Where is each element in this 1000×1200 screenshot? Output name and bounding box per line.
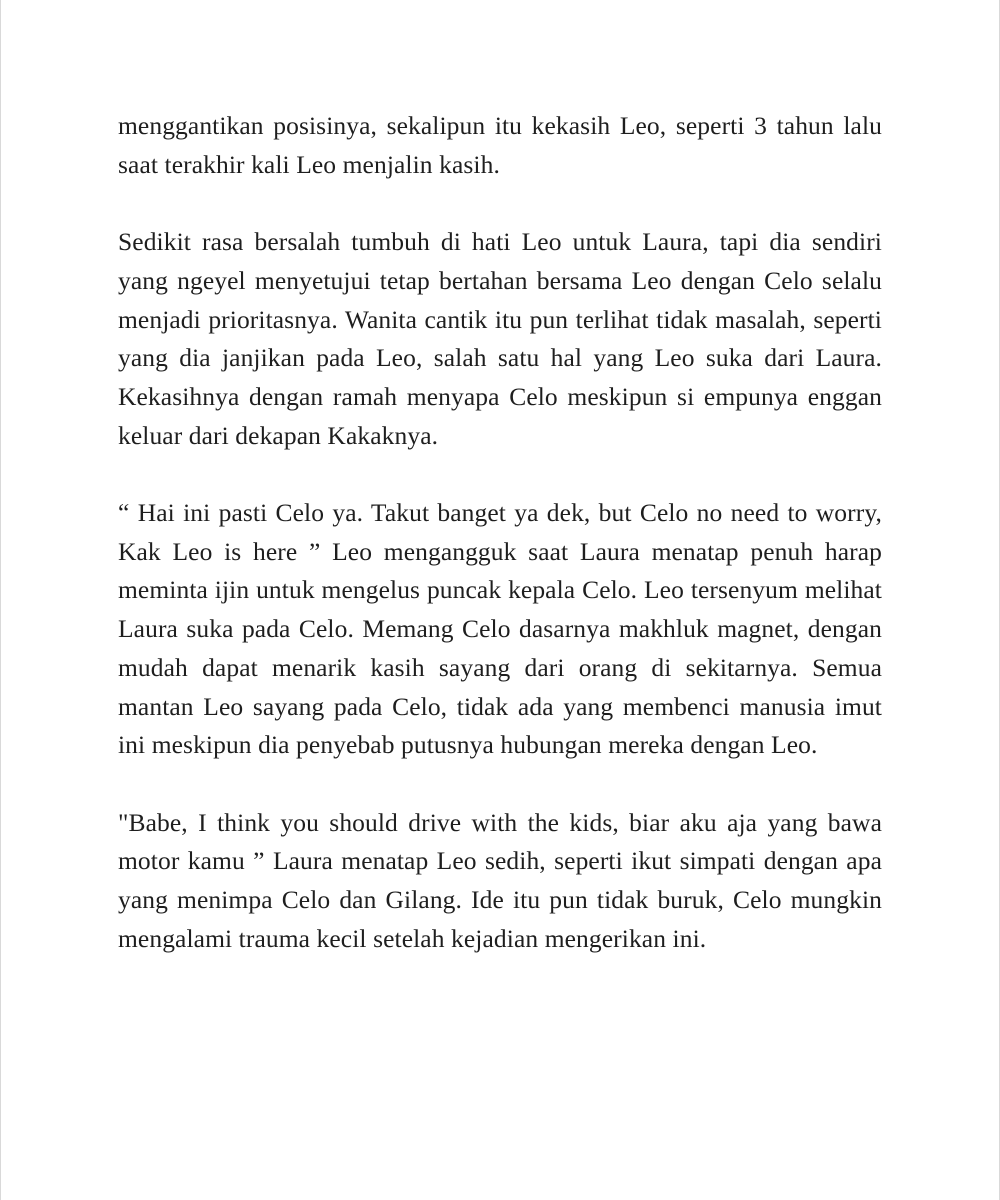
paragraph-3: “ Hai ini pasti Celo ya. Takut banget ya dek, but Celo no need to worry, Kak Leo is here ” Leo mengangguk saat Laura menatap penuh harap meminta ijin untuk mengelus puncak kepala Celo. Leo tersenyum melihat Laura suka pada Celo. Memang Celo dasarnya makhluk magnet, dengan mudah dapat menarik kasih sayang dari orang di sekitarnya. Semua mantan Leo sayang pada Celo, tidak ada yang membenci manusia imut ini meskipun dia penyebab putusnya hubungan mereka dengan Leo. [118, 498, 882, 760]
paragraph-1: menggantikan posisinya, sekalipun itu kekasih Leo, seperti 3 tahun lalu saat terakhir kali Leo menjalin kasih. [118, 111, 882, 179]
document-body [118, 107, 882, 997]
paragraph-4: "Babe, I think you should drive with the kids, biar aku aja yang bawa motor kamu ” Laura menatap Leo sedih, seperti ikut simpati dengan apa yang menimpa Celo dan Gilang. Ide itu pun tidak buruk, Celo mungkin mengalami trauma kecil setelah kejadian mengerikan ini. [118, 807, 882, 953]
paragraph-2: Sedikit rasa bersalah tumbuh di hati Leo untuk Laura, tapi dia sendiri yang ngeyel menyetujui tetap bertahan bersama Leo dengan Celo selalu menjadi prioritasnya. Wanita cantik itu pun terlihat tidak masalah, seperti yang dia janjikan pada Leo, salah satu hal yang Leo suka dari Laura. Kekasihnya dengan ramah menyapa Celo meskipun si empunya enggan keluar dari dekapan Kakaknya. [118, 227, 882, 450]
